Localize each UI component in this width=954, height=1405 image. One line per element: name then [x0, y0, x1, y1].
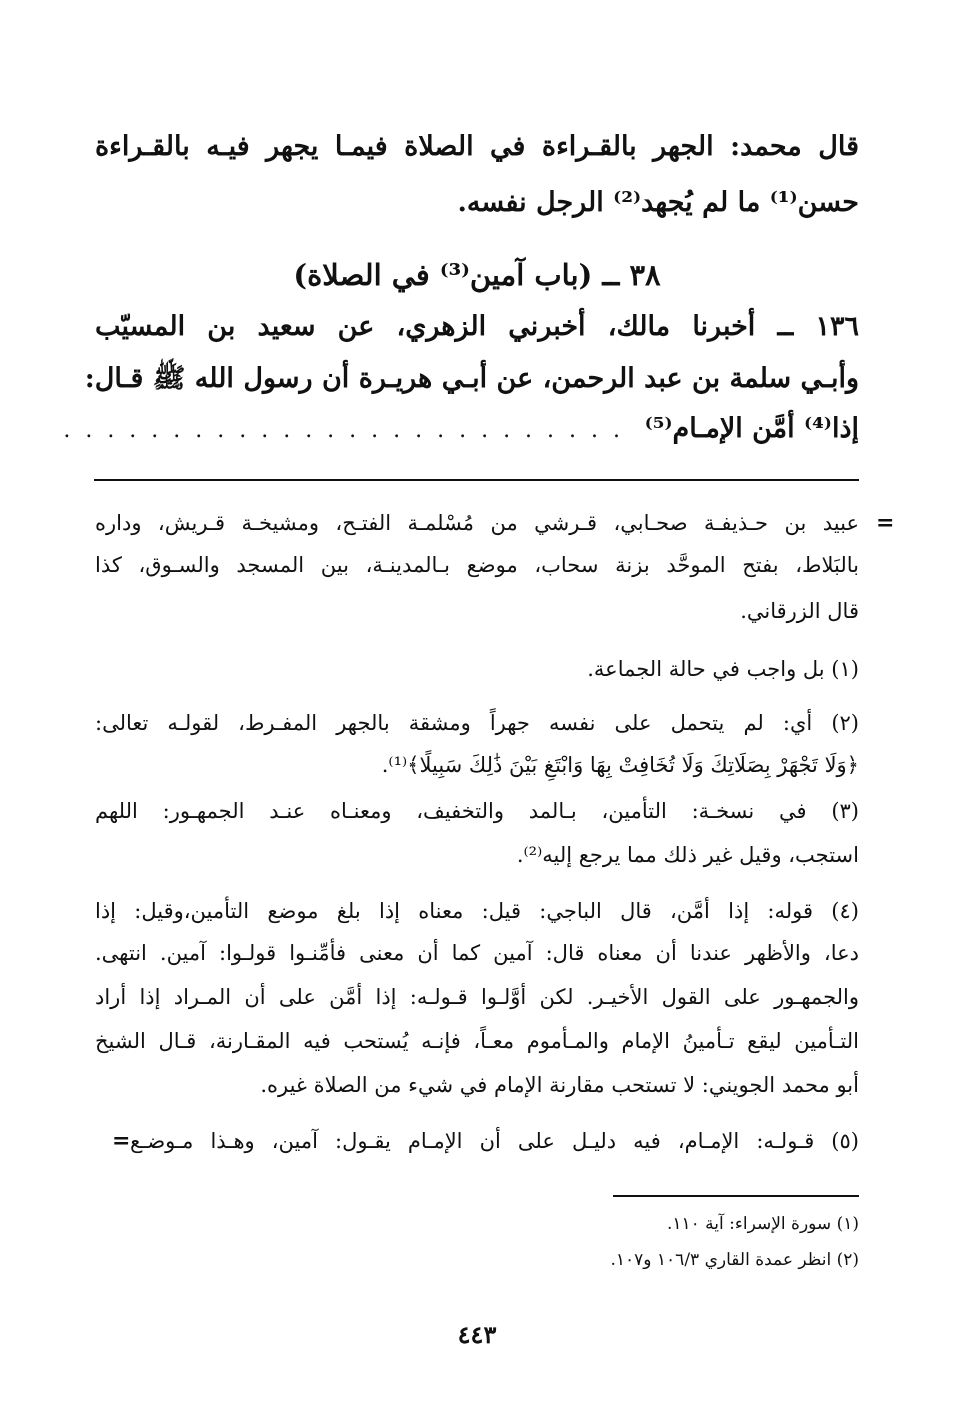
- note-1: (١) بل واجب في حالة الجماعة.: [587, 657, 859, 681]
- note-2-line-1: (٢) أي: لم يتحمل على نفسه جهراً ومشقة بالجهر المفـرط، لقولـه تعالى:: [95, 711, 859, 735]
- note-2-quran-verse: ﴿وَلَا تَجْهَرْ بِصَلَاتِكَ وَلَا تُخَافِتْ بِهَا وَابْتَغِ بَيْنَ ذَٰلِكَ سَبِيلًا﴾⁽¹⁾.: [381, 753, 859, 777]
- note-4-line-2: دعا، والأظهر عندنا أن معناه قال: آمين كما أن معنى فأمِّنـوا قولـوا: آمين. انتهى.: [95, 941, 859, 965]
- main-text-line-1: قال محمد: الجهر بالقـراءة في الصلاة فيمـا يجهر فيـه بالقـراءة: [95, 131, 859, 162]
- hadith-line-1: ١٣٦ ــ أخبرنا مالك، أخبرني الزهري، عن سعيد بن المسيّب: [95, 311, 859, 342]
- footnote-2: (٢) انظر عمدة القاري ١٠٦/٣ و١٠٧.: [610, 1250, 859, 1270]
- hadith-line-3: إذا⁽⁴⁾ أمَّن الإمـام⁽⁵⁾: [644, 413, 859, 444]
- note-4-line-5: أبو محمد الجويني: لا تستحب مقارنة الإمام في شيء من الصلاة غيره.: [260, 1073, 859, 1097]
- note-3-line-1: (٣) في نسخـة: التأمين، بـالمد والتخفيف، ومعنـاه عنـد الجمهـور: اللهم: [95, 799, 859, 823]
- note-continuation-line-1: عبيد بن حـذيفـة صحـابي، قـرشي من مُسْلمـة الفتـح، ومشيخـة قـريش، وداره: [95, 511, 859, 535]
- note-continuation-line-3: قال الزرقاني.: [740, 599, 859, 623]
- footnotes-divider: [613, 1195, 859, 1197]
- footnote-1: (١) سورة الإسراء: آية ١١٠.: [666, 1214, 859, 1234]
- note-3-line-2: استجب، وقيل غير ذلك مما يرجع إليه⁽²⁾.: [516, 843, 859, 867]
- note-4-line-1: (٤) قوله: إذا أمَّن، قال الباجي: قيل: معناه إذا بلغ موضع التأمين،وقيل: إذا: [95, 899, 859, 923]
- page-number: ٤٤٣: [457, 1320, 497, 1349]
- note-5-continuation-marker: =: [112, 1128, 131, 1154]
- note-continuation-line-2: بالبَلاط، بفتح الموحَّد بزنة سحاب، موضع بـالمدينـة، بين المسجد والسـوق، كذا: [95, 553, 859, 577]
- note-5: (٥) قـولـه: الإمـام، فيه دليـل على أن الإمـام يقـول: آمين، وهـذا مـوضـع: [130, 1129, 859, 1153]
- main-text-line-2: حسن⁽¹⁾ ما لم يُجهد⁽²⁾ الرجل نفسه.: [457, 187, 859, 218]
- note-4-line-3: والجمهـور على القول الأخيـر. لكن أوَّلـوا قـولـه: إذا أمَّن على أن المـراد إذا أراد: [95, 985, 859, 1009]
- note-4-line-4: التـأمين ليقع تـأمينُ الإمام والمـأموم معـاً، فإنـه يُستحب فيه المقـارنة، قـال الشيخ: [95, 1029, 859, 1053]
- hadith-line-2: وأبـي سلمة بن عبد الرحمن، عن أبـي هريـرة أن رسول الله ﷺ قـال:: [84, 363, 859, 394]
- continuation-marker: =: [876, 510, 895, 536]
- ellipsis-dots: . . . . . . . . . . . . . . . . . . . . . . . . . .: [63, 418, 624, 443]
- chapter-heading: ٣٨ ــ (باب آمين⁽³⁾ في الصلاة): [293, 258, 661, 292]
- main-notes-divider: [94, 479, 859, 481]
